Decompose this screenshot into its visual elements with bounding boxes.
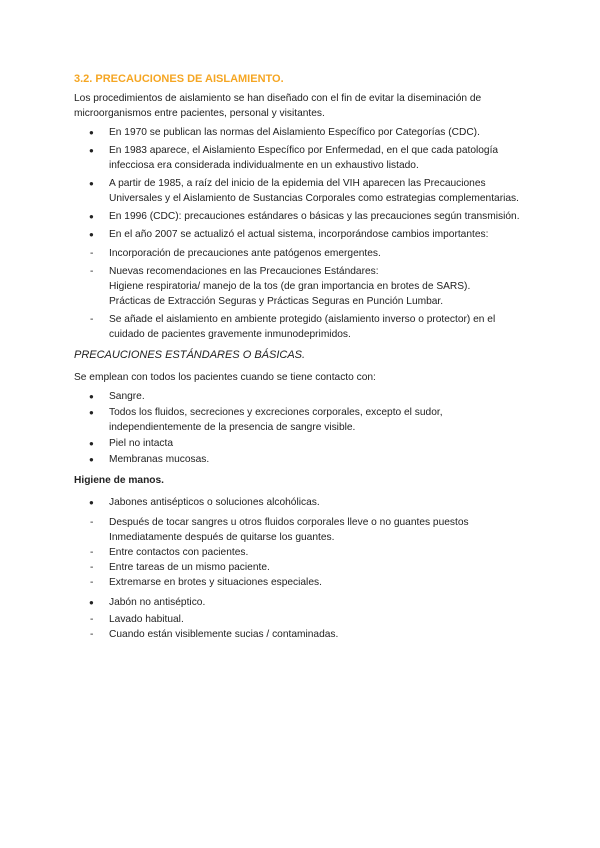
list-item: ● Piel no intacta xyxy=(74,436,526,451)
list-item: ● Sangre. xyxy=(74,389,526,404)
antiseptic-heading-list xyxy=(74,495,526,510)
list-item: ● Todos los fluidos, secreciones y excreciones corporales, excepto el sudor, independientemente de la presencia de sangre visible. xyxy=(74,405,526,435)
standard-intro: Se emplean con todos los pacientes cuando se tiene contacto con: xyxy=(74,372,376,383)
list-item xyxy=(74,246,526,261)
non-antiseptic-cases-list xyxy=(74,612,526,642)
list-item-line: Higiene respiratoria/ manejo de la tos (de gran importancia en brotes de SARS). xyxy=(109,281,471,292)
subsection-title: PRECAUCIONES ESTÁNDARES O BÁSICAS. xyxy=(74,349,306,361)
list-item: ● En 1996 (CDC): precauciones estándares o básicas y las precauciones según transmisión. xyxy=(74,209,526,224)
list-item: ● Membranas mucosas. xyxy=(74,452,526,467)
history-list xyxy=(74,125,526,242)
non-antiseptic-heading-list xyxy=(74,595,526,610)
list-item-line: - Se añade el aislamiento en ambiente protegido (aislamiento inverso o protector) en el cuidado de pacientes gravemente inmunodeprimidos. xyxy=(109,314,496,340)
list-item: ● En 1970 se publican las normas del Aislamiento Específico por Categorías (CDC). xyxy=(74,125,526,140)
list-item-line: - Nuevas recomendaciones en las Precauciones Estándares: xyxy=(109,266,379,277)
list-item: ● A partir de 1985, a raíz del inicio de la epidemia del VIH aparecen las Precauciones Universales y el Aislamiento de Sustancias Corporales como estrategias complementarias. xyxy=(74,176,526,206)
list-item-line: - Entre tareas de un mismo paciente. xyxy=(109,562,270,573)
list-item: ● Jabones antisépticos o soluciones alcohólicas. xyxy=(74,495,526,510)
contact-list xyxy=(74,389,526,467)
list-item-line: Prácticas de Extracción Seguras y Prácticas Seguras en Punción Lumbar. xyxy=(109,296,444,307)
list-item: ● Jabón no antiséptico. xyxy=(74,595,526,610)
hand-hygiene-title: Higiene de manos. xyxy=(74,475,165,486)
document-content xyxy=(74,72,526,642)
intro-paragraph: Los procedimientos de aislamiento se han diseñado con el fin de evitar la diseminación de microorganismos entre pacientes, personal y visitantes. xyxy=(74,93,482,119)
list-item-line: - Entre contactos con pacientes. xyxy=(109,547,249,558)
list-item xyxy=(74,575,526,590)
list-item: ● En el año 2007 se actualizó el actual sistema, incorporándose cambios importantes: xyxy=(74,227,526,242)
list-item xyxy=(74,515,526,545)
list-item-line: - Incorporación de precauciones ante patógenos emergentes. xyxy=(109,248,381,259)
list-item: ● En 1983 aparece, el Aislamiento Específico por Enfermedad, en el que cada patología infecciosa era considerada individualmente en un exhaustivo listado. xyxy=(74,143,526,173)
section-title: 3.2. PRECAUCIONES DE AISLAMIENTO. xyxy=(74,73,284,85)
list-item: - Lavado habitual. xyxy=(74,612,526,627)
list-item xyxy=(74,545,526,560)
list-item xyxy=(74,312,526,342)
list-item: - Cuando están visiblemente sucias / contaminadas. xyxy=(74,627,526,642)
list-item xyxy=(74,264,526,309)
list-item-line: - Después de tocar sangres u otros fluidos corporales lleve o no guantes puestos xyxy=(109,517,469,528)
changes-list xyxy=(74,246,526,342)
antiseptic-cases-list xyxy=(74,515,526,590)
list-item-line: Inmediatamente después de quitarse los guantes. xyxy=(109,532,335,543)
list-item-line: - Extremarse en brotes y situaciones especiales. xyxy=(109,577,322,588)
list-item xyxy=(74,560,526,575)
